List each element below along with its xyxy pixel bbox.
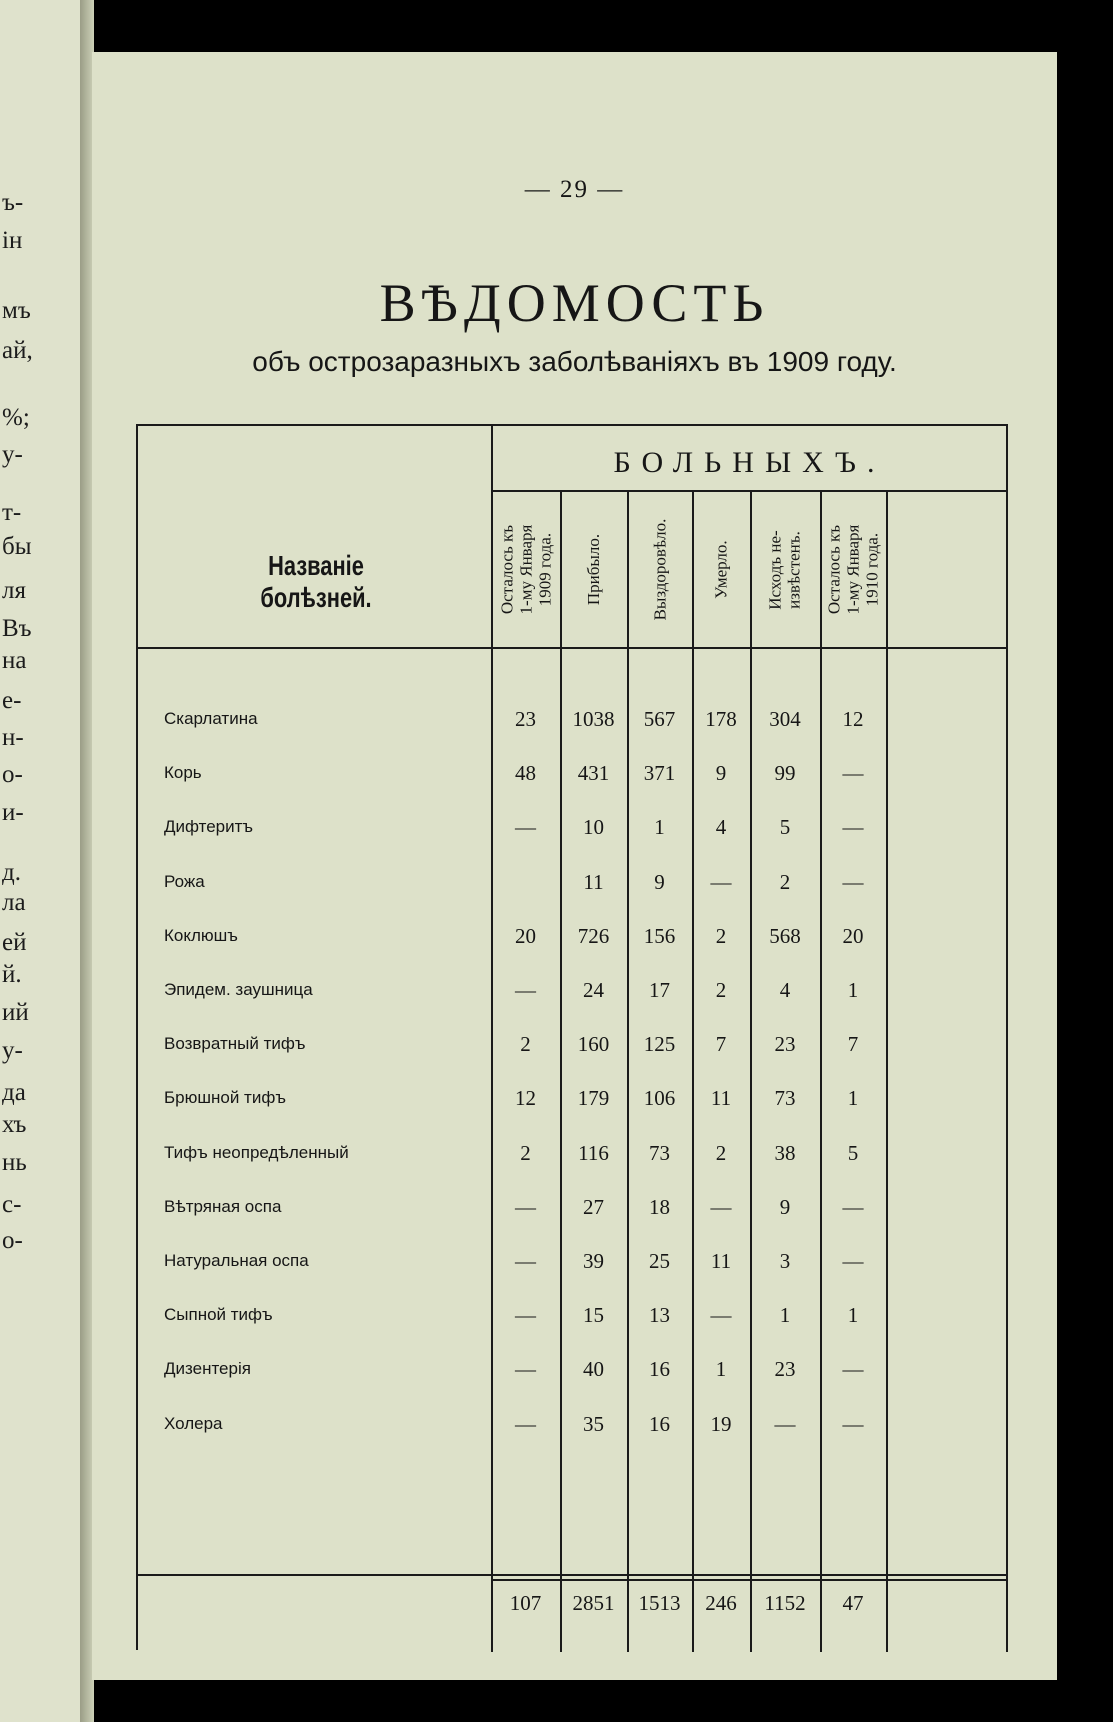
left-page-fragment: ъ- xyxy=(2,189,24,216)
header-bottom-rule xyxy=(136,647,1008,649)
table-cell: 9 xyxy=(779,1195,791,1219)
disease-name: Возвратный тифъ xyxy=(164,1034,306,1053)
totals-row xyxy=(136,1581,1008,1621)
table-cell: — xyxy=(515,815,536,839)
table-cell: — xyxy=(710,870,732,894)
table-cell: 2 xyxy=(715,978,727,1002)
table-cell: 106 xyxy=(643,1086,676,1110)
table-cell: 27 xyxy=(583,1195,604,1219)
disease-name: Рожа xyxy=(164,872,205,891)
left-page-fragment: с- xyxy=(2,1191,22,1218)
table-cell: — xyxy=(842,870,864,894)
left-page-fragment: о- xyxy=(2,761,23,788)
left-page-fragment: о- xyxy=(2,1227,23,1254)
table-cell: 12 xyxy=(515,1086,536,1110)
total-cell: 1152 xyxy=(764,1591,806,1615)
table-cell: — xyxy=(842,1195,864,1219)
table-cell: 20 xyxy=(842,924,864,948)
table-cell: 1 xyxy=(654,815,665,839)
left-page-fragment: й. xyxy=(2,961,22,988)
table-cell: 23 xyxy=(774,1357,796,1381)
left-page-fragment: ий xyxy=(2,999,29,1026)
left-page-fragment: нь xyxy=(2,1149,27,1176)
table-cell: — xyxy=(774,1412,796,1436)
table-cell: — xyxy=(710,1303,732,1327)
total-cell: 2851 xyxy=(572,1591,615,1615)
table-cell: 1 xyxy=(847,978,859,1002)
table-cell: 11 xyxy=(710,1249,732,1273)
column-header-label: Осталось къ 1-му Января 1910 года. xyxy=(824,525,882,615)
table-cell: 9 xyxy=(654,870,665,894)
table-row xyxy=(136,811,1008,853)
table-cell: 23 xyxy=(774,1032,796,1056)
page-title: ВѢДОМОСТЬ xyxy=(379,273,770,333)
table-cell: 2 xyxy=(520,1032,531,1056)
column-divider xyxy=(886,490,888,1652)
table-cell: — xyxy=(842,1412,864,1436)
table-row xyxy=(136,1353,1008,1395)
left-page-fragment: на xyxy=(2,647,27,674)
column-header xyxy=(560,500,627,640)
disease-name: Вѣтряная оспа xyxy=(164,1197,282,1216)
disease-name: Скарлатина xyxy=(164,709,258,728)
left-page-fragment: %; xyxy=(2,404,30,431)
left-page-fragment: Въ xyxy=(2,615,32,642)
table-cell: — xyxy=(515,1249,536,1273)
table-cell: 9 xyxy=(715,761,727,785)
left-page-fragment: ей xyxy=(2,929,27,956)
table-cell: 15 xyxy=(583,1303,604,1327)
table-cell: 2 xyxy=(520,1141,531,1165)
table-cell: 23 xyxy=(515,707,536,731)
table-cell: 24 xyxy=(583,978,604,1002)
table-cell: 160 xyxy=(577,1032,610,1056)
table-cell: — xyxy=(515,978,536,1002)
table-cell: 371 xyxy=(643,761,676,785)
table-cell: 11 xyxy=(583,870,604,894)
table-cell: 11 xyxy=(710,1086,732,1110)
table-cell: 1 xyxy=(715,1357,727,1381)
left-page-fragment: и- xyxy=(2,799,24,826)
table-cell: 38 xyxy=(774,1141,796,1165)
table-cell: — xyxy=(842,761,864,785)
left-page-fragment: н- xyxy=(2,724,24,751)
disease-name: Коклюшъ xyxy=(164,926,238,945)
table-cell: 40 xyxy=(583,1357,604,1381)
table-row xyxy=(136,974,1008,1016)
table-row xyxy=(136,1245,1008,1287)
left-page-fragment: у- xyxy=(2,441,23,468)
table-cell: 99 xyxy=(774,761,796,785)
left-page-fragment: у- xyxy=(2,1037,23,1064)
column-divider xyxy=(627,490,629,1652)
table-row xyxy=(136,1191,1008,1233)
left-page-fragment: ай, xyxy=(2,337,33,364)
disease-name: Эпидем. заушница xyxy=(164,980,313,999)
disease-name: Натуральная оспа xyxy=(164,1251,309,1270)
column-group-header: БОЛЬНЫХЪ. xyxy=(613,446,886,479)
column-header xyxy=(692,500,750,640)
total-cell: 47 xyxy=(842,1591,864,1615)
table-cell: 2 xyxy=(715,1141,727,1165)
table-cell: 1 xyxy=(847,1303,859,1327)
table-cell: — xyxy=(710,1195,732,1219)
page-number: — 29 — xyxy=(524,176,625,203)
left-page-fragment: бы xyxy=(2,533,32,560)
left-page-fragment: т- xyxy=(2,499,22,526)
disease-name: Корь xyxy=(164,763,202,782)
table-cell: 3 xyxy=(779,1249,791,1273)
table-cell: — xyxy=(842,1249,864,1273)
table-cell: 5 xyxy=(779,815,791,839)
total-cell: 1513 xyxy=(638,1591,681,1615)
table-cell: 7 xyxy=(715,1032,727,1056)
table-row xyxy=(136,757,1008,799)
table-cell: — xyxy=(515,1303,536,1327)
table-row xyxy=(136,1028,1008,1070)
table-cell: 568 xyxy=(769,924,801,948)
table-cell: — xyxy=(842,815,864,839)
column-header xyxy=(820,500,886,640)
table-cell: 18 xyxy=(649,1195,670,1219)
left-page-fragment: ла xyxy=(2,889,26,916)
column-header-label: Осталось къ 1-му Января 1909 года. xyxy=(496,525,555,615)
table-cell: 16 xyxy=(649,1412,670,1436)
table-cell: 4 xyxy=(779,978,791,1002)
total-cell: 246 xyxy=(705,1591,737,1615)
disease-name: Дизентерія xyxy=(164,1359,251,1378)
table-cell: 13 xyxy=(649,1303,670,1327)
table-cell: 39 xyxy=(583,1249,604,1273)
table-cell: 156 xyxy=(643,924,676,948)
disease-table xyxy=(136,424,1008,1652)
column-header-label: Исходъ не- извѣстенъ. xyxy=(765,530,804,610)
table-cell: 304 xyxy=(769,707,801,731)
table-cell: 431 xyxy=(577,761,610,785)
totals-rule-upper xyxy=(136,1574,1008,1576)
table-cell: 73 xyxy=(774,1086,796,1110)
left-page-fragment: да xyxy=(2,1079,26,1106)
table-cell: 7 xyxy=(847,1032,859,1056)
left-page-fragment: ля xyxy=(2,577,26,604)
table-cell: 4 xyxy=(715,815,727,839)
left-page-fragment: д. xyxy=(2,859,21,886)
table-row xyxy=(136,1137,1008,1179)
table-cell: 17 xyxy=(649,978,670,1002)
disease-name: Сыпной тифъ xyxy=(164,1305,273,1324)
table-cell: 12 xyxy=(842,707,864,731)
column-divider xyxy=(692,490,694,1652)
table-cell: 25 xyxy=(649,1249,670,1273)
table-cell: — xyxy=(515,1195,536,1219)
table-cell: 35 xyxy=(583,1412,604,1436)
left-page-fragment: ін xyxy=(2,227,23,254)
table-row xyxy=(136,1082,1008,1124)
table-cell: — xyxy=(515,1357,536,1381)
table-row xyxy=(136,703,1008,745)
table-cell: — xyxy=(842,1357,864,1381)
table-cell: 179 xyxy=(577,1086,610,1110)
table-cell: 48 xyxy=(515,761,536,785)
table-cell: 5 xyxy=(847,1141,859,1165)
table-cell: 1 xyxy=(847,1086,859,1110)
table-cell: 2 xyxy=(715,924,727,948)
table-cell: 116 xyxy=(578,1141,609,1165)
column-header xyxy=(750,500,820,640)
disease-name-header: Названіе болѣзней. xyxy=(260,550,372,613)
table-cell: 567 xyxy=(643,707,676,731)
disease-name: Тифъ неопредѣленный xyxy=(164,1143,349,1162)
column-divider xyxy=(560,490,562,1652)
left-page-fragment: хъ xyxy=(2,1111,27,1138)
column-divider xyxy=(750,490,752,1652)
column-header xyxy=(627,500,692,640)
table-row xyxy=(136,866,1008,908)
table-cell: 178 xyxy=(705,707,737,731)
table-cell: 19 xyxy=(710,1412,732,1436)
table-row xyxy=(136,1408,1008,1450)
disease-name: Брюшной тифъ xyxy=(164,1088,286,1107)
left-page-fragment: е- xyxy=(2,687,22,714)
table-cell: — xyxy=(515,1412,536,1436)
column-header-label: Прибыло. xyxy=(583,534,603,606)
disease-name: Холера xyxy=(164,1414,223,1433)
table-cell: 10 xyxy=(583,815,604,839)
table-cell: 726 xyxy=(577,924,610,948)
table-cell: 16 xyxy=(649,1357,670,1381)
table-row xyxy=(136,1299,1008,1341)
column-header-label: Выздоровѣло. xyxy=(649,519,669,621)
table-cell: 2 xyxy=(779,870,791,894)
table-cell: 73 xyxy=(649,1141,670,1165)
column-divider xyxy=(820,490,822,1652)
left-page-edge xyxy=(0,0,84,1722)
disease-name: Дифтеритъ xyxy=(164,817,254,836)
column-header-label: Умерло. xyxy=(711,540,731,600)
table-row xyxy=(136,920,1008,962)
left-page-fragment: мъ xyxy=(2,297,31,324)
column-header xyxy=(491,500,560,640)
table-cell: 1 xyxy=(779,1303,791,1327)
table-cell: 1038 xyxy=(572,707,615,731)
table-top-border xyxy=(136,424,1008,426)
document-page xyxy=(92,52,1057,1680)
table-cell: 125 xyxy=(643,1032,676,1056)
page-subtitle: объ острозаразныхъ заболѣваніяхъ въ 1909 году. xyxy=(252,346,897,377)
table-cell: 20 xyxy=(515,924,536,948)
total-cell: 107 xyxy=(509,1591,542,1615)
